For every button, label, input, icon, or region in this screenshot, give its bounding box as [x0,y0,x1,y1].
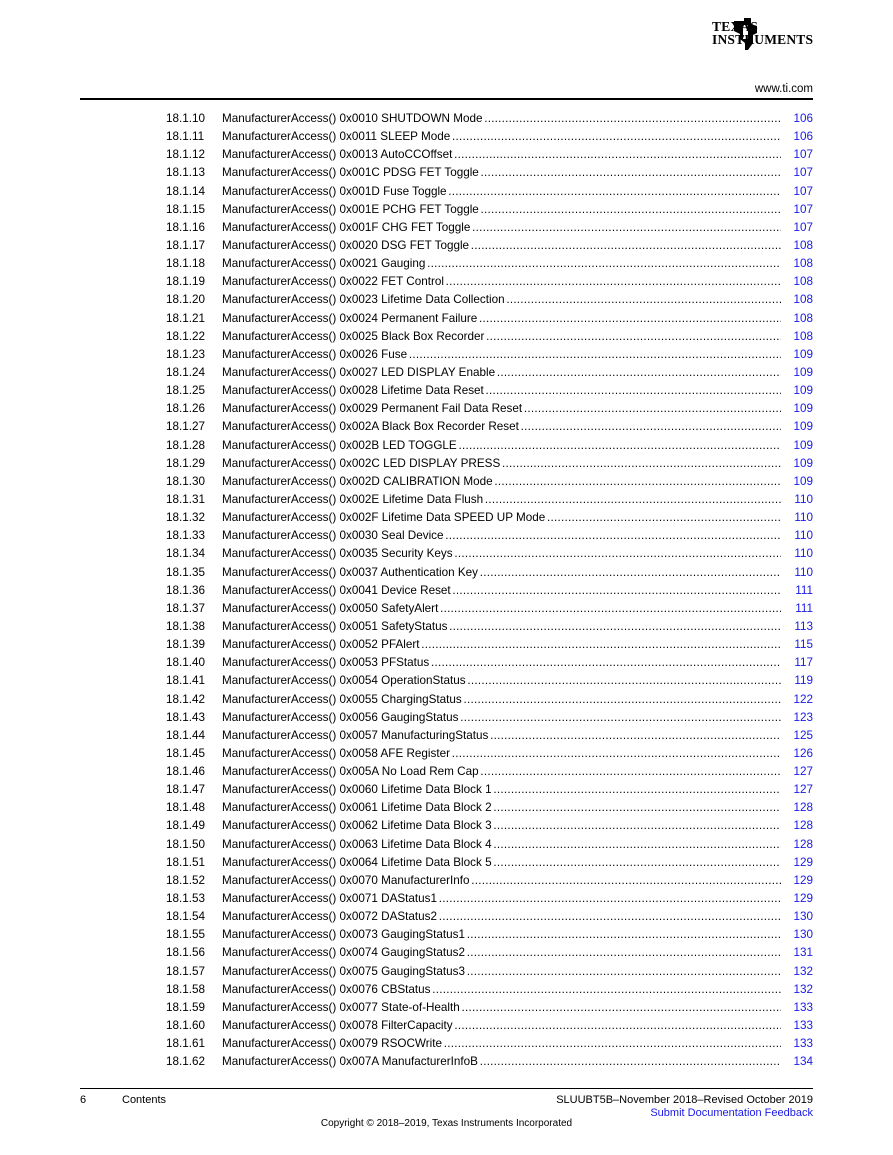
toc-entry-page-link[interactable]: 106 [793,130,813,144]
toc-entry-page-link[interactable]: 107 [793,202,813,216]
toc-entry[interactable] [0,691,893,709]
toc-entry-page-link[interactable]: 107 [793,220,813,234]
toc-entry-page-link[interactable]: 128 [793,837,813,851]
toc-entry-page-link[interactable]: 128 [793,819,813,833]
toc-entry-page-link[interactable]: 133 [793,1019,813,1033]
toc-entry-title[interactable]: ManufacturerAccess() 0x0074 GaugingStatus2 . . . [222,944,781,962]
toc-entry-title[interactable]: ManufacturerAccess() 0x0020 DSG FET Toggle . . . [222,237,781,255]
toc-entry[interactable] [0,437,893,455]
toc-entry[interactable] [0,128,893,146]
toc-entry-page-link[interactable]: 107 [793,148,813,162]
toc-entry[interactable] [0,364,893,382]
site-url-link[interactable]: www.ti.com [754,83,813,95]
toc-entry-title[interactable]: ManufacturerAccess() 0x0013 AutoCCOffset . . . [222,146,781,164]
toc-entry[interactable] [0,183,893,201]
toc-entry-page-link[interactable]: 115 [794,638,813,652]
toc-entry-title[interactable]: ManufacturerAccess() 0x0028 Lifetime Data Reset . . . [222,382,781,400]
toc-entry-title[interactable]: ManufacturerAccess() 0x002E Lifetime Data Flush . . . [222,491,781,509]
toc-entry[interactable] [0,237,893,255]
toc-entry-number: 18.1.40 [166,656,205,670]
toc-entry-page-link[interactable]: 125 [793,728,813,742]
toc-entry[interactable] [0,400,893,418]
toc-entry[interactable] [0,328,893,346]
toc-entry-page-link[interactable]: 113 [794,619,813,633]
toc-entry-title[interactable]: ManufacturerAccess() 0x0060 Lifetime Data Block 1 . . . [222,781,781,799]
toc-entry[interactable] [0,618,893,636]
toc-entry-page-link[interactable]: 132 [793,982,813,996]
header-divider [80,98,813,100]
toc-entry-number: 18.1.27 [166,420,205,434]
toc-entry-number: 18.1.55 [166,928,205,942]
toc-entry[interactable] [0,291,893,309]
toc-entry-page-link[interactable]: 107 [793,166,813,180]
toc-entry[interactable] [0,981,893,999]
toc-entry-title[interactable]: ManufacturerAccess() 0x0054 OperationStatus . . . [222,672,781,690]
toc-entry-page-link[interactable]: 133 [793,1000,813,1014]
table-of-contents [0,110,893,1071]
toc-entry-number: 18.1.59 [166,1000,205,1014]
toc-entry-title[interactable]: ManufacturerAccess() 0x002F Lifetime Data SPEED UP Mode . . . [222,509,781,527]
document-id: SLUUBT5B–November 2018–Revised October 2019 [556,1094,813,1106]
toc-entry-title[interactable]: ManufacturerAccess() 0x0011 SLEEP Mode . . . [222,128,781,146]
toc-entry[interactable] [0,963,893,981]
toc-entry[interactable] [0,527,893,545]
toc-entry-title[interactable]: ManufacturerAccess() 0x0024 Permanent Failure . . . [222,310,781,328]
toc-entry-number: 18.1.14 [166,184,205,198]
toc-entry-title[interactable]: ManufacturerAccess() 0x0076 CBStatus . . . [222,981,781,999]
toc-entry-number: 18.1.10 [166,112,205,125]
toc-entry-page-link[interactable]: 109 [793,347,813,361]
brand-wordmark [712,20,813,46]
toc-entry-number: 18.1.44 [166,728,205,742]
toc-entry-title[interactable]: ManufacturerAccess() 0x0041 Device Reset . . . [222,582,781,600]
toc-entry-title[interactable]: ManufacturerAccess() 0x0070 ManufacturerInfo . . . [222,872,781,890]
toc-entry[interactable] [0,836,893,854]
toc-entry-page-link[interactable]: 106 [793,112,813,125]
toc-entry[interactable] [0,944,893,962]
toc-entry-page-link[interactable]: 109 [793,365,813,379]
toc-entry-title[interactable]: ManufacturerAccess() 0x0077 State-of-Health . . . [222,999,781,1017]
toc-entry-number: 18.1.36 [166,583,205,597]
toc-entry-number: 18.1.53 [166,892,205,906]
toc-entry-number: 18.1.38 [166,619,205,633]
toc-entry-page-link[interactable]: 111 [795,601,813,615]
toc-entry-number: 18.1.12 [166,148,205,162]
toc-entry[interactable] [0,908,893,926]
toc-entry-page-link[interactable]: 127 [793,765,813,779]
toc-entry-title[interactable]: ManufacturerAccess() 0x0072 DAStatus2 . . . [222,908,781,926]
toc-entry-page-link[interactable]: 132 [793,964,813,978]
toc-entry-page-link[interactable]: 108 [793,329,813,343]
toc-entry[interactable] [0,110,893,128]
toc-entry-title[interactable]: ManufacturerAccess() 0x0025 Black Box Recorder . . . [222,328,781,346]
toc-entry-title[interactable]: ManufacturerAccess() 0x0023 Lifetime Data Collection . . . [222,291,781,309]
toc-entry[interactable] [0,854,893,872]
toc-entry-title[interactable]: ManufacturerAccess() 0x0062 Lifetime Data Block 3 . . . [222,817,781,835]
toc-entry-number: 18.1.15 [166,202,205,216]
toc-entry-title[interactable]: ManufacturerAccess() 0x0064 Lifetime Data Block 5 . . . [222,854,781,872]
toc-entry-number: 18.1.26 [166,402,205,416]
toc-entry-title[interactable]: ManufacturerAccess() 0x0010 SHUTDOWN Mode . . . [222,110,781,128]
toc-entry-number: 18.1.24 [166,365,205,379]
toc-entry-number: 18.1.33 [166,529,205,543]
brand-line-1: TEXAS [712,19,759,34]
toc-entry-page-link[interactable]: 108 [793,238,813,252]
toc-entry-page-link[interactable]: 109 [793,384,813,398]
toc-entry-page-link[interactable]: 119 [794,674,813,688]
toc-entry[interactable] [0,1053,893,1071]
toc-entry-title[interactable]: ManufacturerAccess() 0x0026 Fuse . . . [222,346,781,364]
toc-entry-title[interactable]: ManufacturerAccess() 0x0051 SafetyStatus . . . [222,618,781,636]
toc-entry[interactable] [0,219,893,237]
toc-entry-title[interactable]: ManufacturerAccess() 0x002A Black Box Recorder Reset . . . [222,418,781,436]
toc-entry-number: 18.1.43 [166,710,205,724]
toc-entry-page-link[interactable]: 131 [793,946,813,960]
toc-entry-number: 18.1.19 [166,275,205,289]
toc-entry[interactable] [0,164,893,182]
toc-entry-number: 18.1.45 [166,746,205,760]
toc-entry-title[interactable]: ManufacturerAccess() 0x0063 Lifetime Data Block 4 . . . [222,836,781,854]
toc-entry-page-link[interactable]: 128 [793,801,813,815]
toc-entry-title[interactable]: ManufacturerAccess() 0x001F CHG FET Toggle . . . [222,219,781,237]
toc-entry-page-link[interactable]: 130 [793,928,813,942]
toc-entry-number: 18.1.39 [166,638,205,652]
toc-entry-number: 18.1.51 [166,855,205,869]
toc-entry-number: 18.1.58 [166,982,205,996]
toc-entry-page-link[interactable]: 110 [794,547,813,561]
submit-feedback-link[interactable]: Submit Documentation Feedback [650,1107,813,1119]
toc-entry-title[interactable]: ManufacturerAccess() 0x0037 Authentication Key . . . [222,564,781,582]
footer-divider [80,1088,813,1089]
toc-entry-title[interactable]: ManufacturerAccess() 0x0029 Permanent Fail Data Reset . . . [222,400,781,418]
toc-entry-number: 18.1.56 [166,946,205,960]
toc-entry[interactable] [0,545,893,563]
toc-entry[interactable] [0,310,893,328]
copyright-notice: Copyright © 2018–2019, Texas Instruments Incorporated [320,1118,573,1129]
toc-entry-title[interactable]: ManufacturerAccess() 0x0073 GaugingStatus1 . . . [222,926,781,944]
toc-entry-number: 18.1.25 [166,384,205,398]
toc-entry-page-link[interactable]: 108 [793,293,813,307]
toc-entry[interactable] [0,382,893,400]
toc-entry-page-link[interactable]: 133 [793,1037,813,1051]
footer-section-title: Contents [122,1094,167,1106]
toc-entry-number: 18.1.22 [166,329,205,343]
toc-entry-number: 18.1.29 [166,456,205,470]
toc-entry-number: 18.1.41 [166,674,205,688]
toc-entry[interactable] [0,709,893,727]
toc-entry[interactable] [0,781,893,799]
toc-entry-title[interactable]: ManufacturerAccess() 0x0057 ManufacturingStatus . . . [222,727,781,745]
toc-entry-number: 18.1.50 [166,837,205,851]
toc-entry[interactable] [0,672,893,690]
toc-entry-title[interactable]: ManufacturerAccess() 0x0022 FET Control . . . [222,273,781,291]
toc-entry[interactable] [0,600,893,618]
toc-entry[interactable] [0,727,893,745]
toc-entry[interactable] [0,1017,893,1035]
toc-entry[interactable] [0,872,893,890]
toc-entry[interactable] [0,763,893,781]
toc-entry-number: 18.1.16 [166,220,205,234]
toc-entry-number: 18.1.42 [166,692,205,706]
toc-entry-title[interactable]: ManufacturerAccess() 0x0078 FilterCapacity . . . [222,1017,781,1035]
toc-entry-number: 18.1.21 [166,311,205,325]
toc-entry-page-link[interactable]: 109 [793,474,813,488]
toc-entry-number: 18.1.18 [166,257,205,271]
toc-entry[interactable] [0,509,893,527]
toc-entry-number: 18.1.48 [166,801,205,815]
toc-entry[interactable] [0,146,893,164]
toc-entry-title[interactable]: ManufacturerAccess() 0x0058 AFE Register . . . [222,745,781,763]
toc-entry-number: 18.1.57 [166,964,205,978]
toc-entry-number: 18.1.46 [166,765,205,779]
toc-entry-page-link[interactable]: 110 [794,511,813,525]
toc-entry-page-link[interactable]: 122 [793,692,813,706]
brand-line-2: INSTRUMENTS [712,32,814,47]
toc-entry-title[interactable]: ManufacturerAccess() 0x0075 GaugingStatus3 . . . [222,963,781,981]
toc-entry-number: 18.1.28 [166,438,205,452]
toc-entry[interactable] [0,564,893,582]
toc-entry-title[interactable]: ManufacturerAccess() 0x0052 PFAlert . . . [222,636,781,654]
toc-entry-title[interactable]: ManufacturerAccess() 0x0071 DAStatus1 . . . [222,890,781,908]
toc-entry-number: 18.1.23 [166,347,205,361]
toc-entry-number: 18.1.34 [166,547,205,561]
toc-entry[interactable] [0,799,893,817]
toc-entry[interactable] [0,654,893,672]
toc-entry-title[interactable]: ManufacturerAccess() 0x001D Fuse Toggle . . . [222,183,781,201]
toc-entry-number: 18.1.49 [166,819,205,833]
toc-entry-number: 18.1.47 [166,783,205,797]
toc-entry-page-link[interactable]: 134 [793,1055,813,1069]
toc-entry-title[interactable]: ManufacturerAccess() 0x0079 RSOCWrite . . . [222,1035,781,1053]
toc-entry[interactable] [0,926,893,944]
toc-entry[interactable] [0,1035,893,1053]
toc-entry-title[interactable]: ManufacturerAccess() 0x0027 LED DISPLAY Enable . . . [222,364,781,382]
toc-entry[interactable] [0,473,893,491]
toc-entry-page-link[interactable]: 107 [793,184,813,198]
toc-entry-page-link[interactable]: 130 [793,910,813,924]
toc-entry-title[interactable]: ManufacturerAccess() 0x0030 Seal Device . . . [222,527,781,545]
toc-entry-number: 18.1.11 [166,130,205,144]
toc-entry-title[interactable]: ManufacturerAccess() 0x0056 GaugingStatus . . . [222,709,781,727]
toc-entry[interactable] [0,745,893,763]
toc-entry-page-link[interactable]: 117 [794,656,813,670]
toc-entry-title[interactable]: ManufacturerAccess() 0x002C LED DISPLAY PRESS . . . [222,455,781,473]
toc-entry-number: 18.1.35 [166,565,205,579]
toc-entry-page-link[interactable]: 109 [793,438,813,452]
toc-entry-page-link[interactable]: 108 [793,275,813,289]
toc-entry-title[interactable]: ManufacturerAccess() 0x0053 PFStatus . . . [222,654,781,672]
toc-entry-page-link[interactable]: 110 [794,565,813,579]
toc-entry-number: 18.1.61 [166,1037,205,1051]
toc-entry-title[interactable]: ManufacturerAccess() 0x002D CALIBRATION Mode . . . [222,473,781,491]
toc-entry-number: 18.1.31 [166,492,205,506]
toc-entry-page-link[interactable]: 108 [793,257,813,271]
toc-entry-page-link[interactable]: 108 [793,311,813,325]
toc-entry-page-link[interactable]: 129 [793,873,813,887]
toc-entry-number: 18.1.13 [166,166,205,180]
toc-entry-number: 18.1.32 [166,511,205,525]
toc-entry-title[interactable]: ManufacturerAccess() 0x0055 ChargingStatus . . . [222,691,781,709]
toc-entry-title[interactable]: ManufacturerAccess() 0x002B LED TOGGLE . . . [222,437,781,455]
toc-entry-number: 18.1.20 [166,293,205,307]
toc-entry[interactable] [0,999,893,1017]
page-number: 6 [80,1094,87,1106]
toc-entry-title[interactable]: ManufacturerAccess() 0x0061 Lifetime Data Block 2 . . . [222,799,781,817]
toc-entry[interactable] [0,346,893,364]
toc-entry-page-link[interactable]: 129 [793,855,813,869]
toc-entry-page-link[interactable]: 109 [793,456,813,470]
toc-entry-title[interactable]: ManufacturerAccess() 0x005A No Load Rem Cap . . . [222,763,781,781]
toc-entry-page-link[interactable]: 110 [794,492,813,506]
toc-entry-page-link[interactable]: 123 [793,710,813,724]
toc-entry-title[interactable]: ManufacturerAccess() 0x007A ManufacturerInfoB . . . [222,1053,781,1071]
toc-entry-title[interactable]: ManufacturerAccess() 0x0021 Gauging . . . [222,255,781,273]
toc-entry-page-link[interactable]: 111 [795,583,813,597]
toc-entry[interactable] [0,817,893,835]
toc-entry[interactable] [0,455,893,473]
toc-entry[interactable] [0,582,893,600]
toc-entry-number: 18.1.62 [166,1055,205,1069]
toc-entry-page-link[interactable]: 127 [793,783,813,797]
toc-entry-number: 18.1.54 [166,910,205,924]
toc-entry-number: 18.1.17 [166,238,205,252]
toc-entry-page-link[interactable]: 126 [793,746,813,760]
toc-entry-title[interactable]: ManufacturerAccess() 0x001C PDSG FET Toggle . . . [222,164,781,182]
toc-entry-page-link[interactable]: 109 [793,420,813,434]
toc-entry[interactable] [0,418,893,436]
toc-entry-number: 18.1.37 [166,601,205,615]
toc-entry[interactable] [0,491,893,509]
toc-entry-page-link[interactable]: 110 [794,529,813,543]
toc-entry[interactable] [0,255,893,273]
toc-entry-page-link[interactable]: 109 [793,402,813,416]
toc-entry-title[interactable]: ManufacturerAccess() 0x0035 Security Keys . . . [222,545,781,563]
toc-entry-title[interactable]: ManufacturerAccess() 0x001E PCHG FET Toggle . . . [222,201,781,219]
toc-entry-number: 18.1.30 [166,474,205,488]
toc-entry[interactable] [0,636,893,654]
toc-entry[interactable] [0,890,893,908]
toc-entry[interactable] [0,273,893,291]
toc-entry[interactable] [0,201,893,219]
toc-entry-title[interactable]: ManufacturerAccess() 0x0050 SafetyAlert . . . [222,600,781,618]
toc-entry-number: 18.1.52 [166,873,205,887]
toc-entry-page-link[interactable]: 129 [793,892,813,906]
toc-entry-number: 18.1.60 [166,1019,205,1033]
